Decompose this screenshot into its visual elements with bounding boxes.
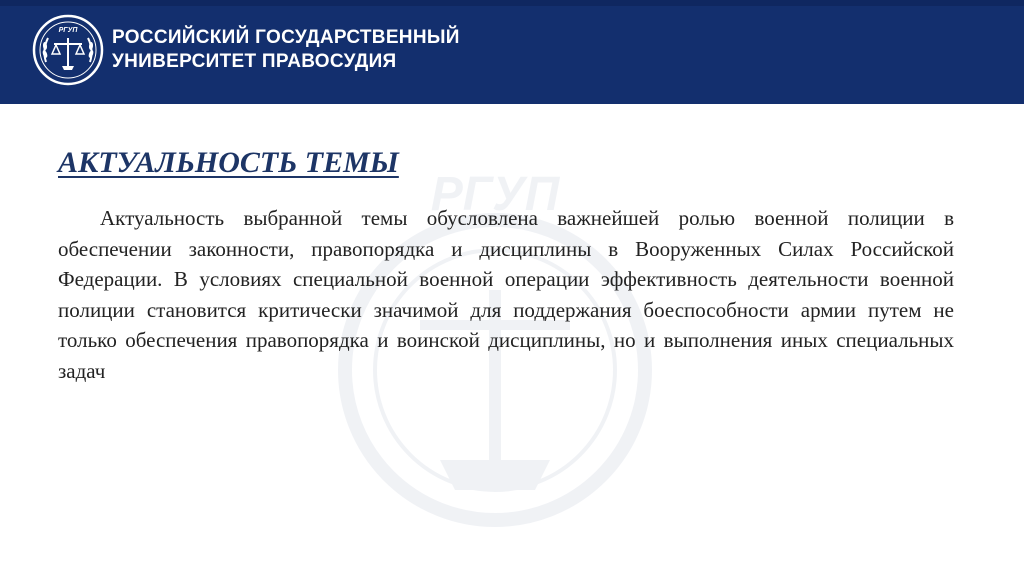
university-logo-icon — [32, 14, 104, 86]
slide-title: АКТУАЛЬНОСТЬ ТЕМЫ — [58, 146, 399, 179]
header-bar — [0, 0, 1024, 104]
university-name-line1: РОССИЙСКИЙ ГОСУДАРСТВЕННЫЙ — [112, 27, 460, 48]
header-accent-strip — [0, 0, 1024, 6]
body-paragraph: Актуальность выбранной темы обусловлена важнейшей ролью военной полиции в обеспечении законности, правопорядка и дисциплины в Вооруженных Силах Российской Федерации. В условиях специальной военной операции эффективность деятельности военной полиции становится критически значимой для поддержания боеспособности армии путем не только обеспечения правопорядка и воинской дисциплины, но и выполнения иных специальных задач — [58, 206, 954, 383]
logo-label: РГУП — [58, 27, 78, 34]
university-name — [112, 26, 460, 74]
watermark-label: РГУП — [430, 168, 560, 221]
university-name-line2: УНИВЕРСИТЕТ ПРАВОСУДИЯ — [112, 51, 397, 72]
